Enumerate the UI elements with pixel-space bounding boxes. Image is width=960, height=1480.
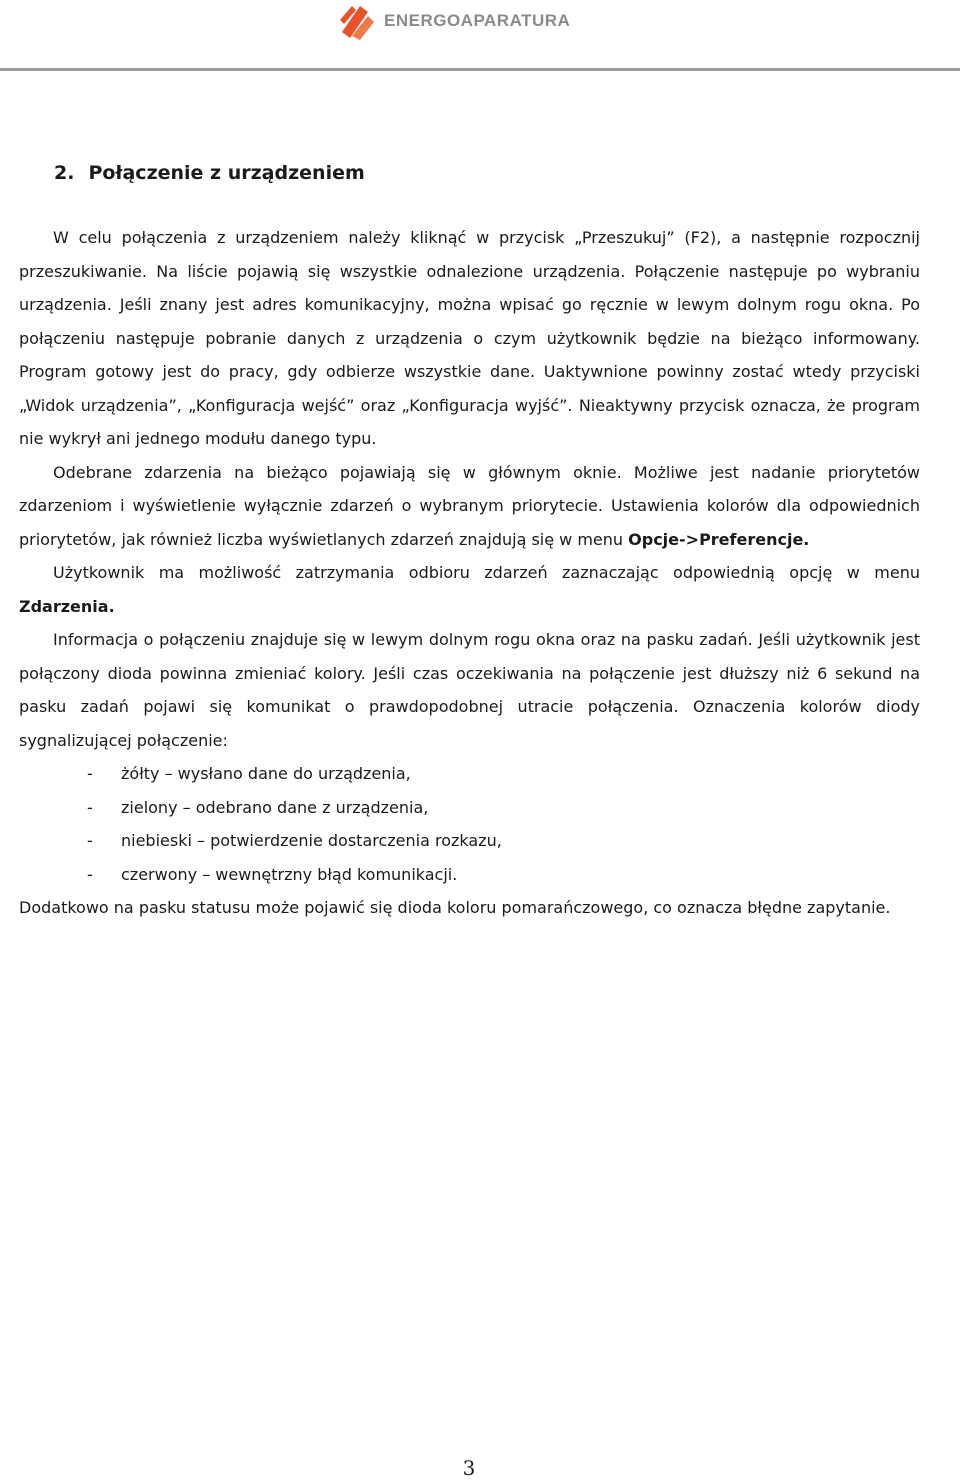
- list-item: [19, 824, 920, 858]
- energoaparatura-logo-icon: [338, 2, 378, 40]
- paragraph-stop-events: [19, 556, 920, 623]
- paragraph-connection-info: Informacja o połączeniu znajduje się w lewym dolnym rogu okna oraz na pasku zadań. Jeśli użytkownik jest połączony dioda powinna zmieniać kolory. Jeśli czas oczekiwania na połączenie jest dłuższy niż 6 sekund na pasku zadań pojawi się komunikat o prawdopodobnej utracie połączenia. Oznaczenia kolorów diody sygnalizującej połączenie:: [19, 630, 920, 750]
- section-number: 2.: [54, 162, 75, 184]
- list-bullet: -: [87, 831, 93, 850]
- menu-reference-events: Zdarzenia.: [19, 596, 115, 616]
- paragraph-events-text: Odebrane zdarzenia na bieżąco pojawiają się w głównym oknie. Możliwe jest nadanie priorytetów zdarzeniom i wyświetlenie wyłącznie zdarzeń o wybranym priorytecie. Ustawienia kolorów dla odpowiednich priorytetów, jak również liczba wyświetlanych zdarzeń znajdują się w menu: [19, 462, 920, 549]
- section-title: Połączenie z urządzeniem: [88, 162, 365, 184]
- list-item: [19, 757, 920, 791]
- list-bullet: -: [87, 764, 93, 783]
- page-number: 3: [462, 1456, 476, 1480]
- paragraph-connection: W celu połączenia z urządzeniem należy kliknąć w przycisk „Przeszukuj” (F2), a następnie rozpocznij przeszukiwanie. Na liście pojawią się wszystkie odnalezione urządzenia. Połączenie następuje po wybraniu urządzenia. Jeśli znany jest adres komunikacyjny, można wpisać go ręcznie w lewym dolnym rogu okna. Po połączeniu następuje pobranie danych z urządzenia o czym użytkownik będzie na bieżąco informowany. Program gotowy jest do pracy, gdy odbierze wszystkie dane. Uaktywnione powinny zostać wtedy przyciski „Widok urządzenia”, „Konfiguracja wejść” oraz „Konfiguracja wyjść”. Nieaktywny przycisk oznacza, że program nie wykrył ani jednego modułu danego typu.: [19, 228, 920, 448]
- list-item: [19, 791, 920, 825]
- paragraph-events: [19, 456, 920, 557]
- list-bullet: -: [87, 797, 93, 817]
- paragraph-orange-led: Dodatkowo na pasku statusu może pojawić się dioda koloru pomarańczowego, co oznacza błędne zapytanie.: [19, 898, 891, 917]
- menu-reference-preferences: Opcje->Preferencje.: [628, 529, 810, 549]
- paragraph-stop-events-text: Użytkownik ma możliwość zatrzymania odbioru zdarzeń zaznaczając odpowiednią opcję w menu: [53, 563, 920, 582]
- list-item: [19, 858, 920, 892]
- section-heading: [54, 162, 365, 184]
- list-item-text: czerwony – wewnętrzny błąd komunikacji.: [121, 864, 458, 884]
- company-logo: [338, 2, 570, 40]
- list-item-text: żółty – wysłano dane do urządzenia,: [121, 764, 411, 783]
- led-color-list: [19, 757, 920, 891]
- list-item-text: zielony – odebrano dane z urządzenia,: [121, 797, 429, 817]
- document-body: [19, 221, 920, 925]
- header-divider: [0, 68, 960, 71]
- page-header: [0, 0, 960, 72]
- list-item-text: niebieski – potwierdzenie dostarczenia rozkazu,: [121, 831, 502, 850]
- list-bullet: -: [87, 864, 93, 884]
- brand-name: ENERGOAPARATURA: [384, 11, 571, 30]
